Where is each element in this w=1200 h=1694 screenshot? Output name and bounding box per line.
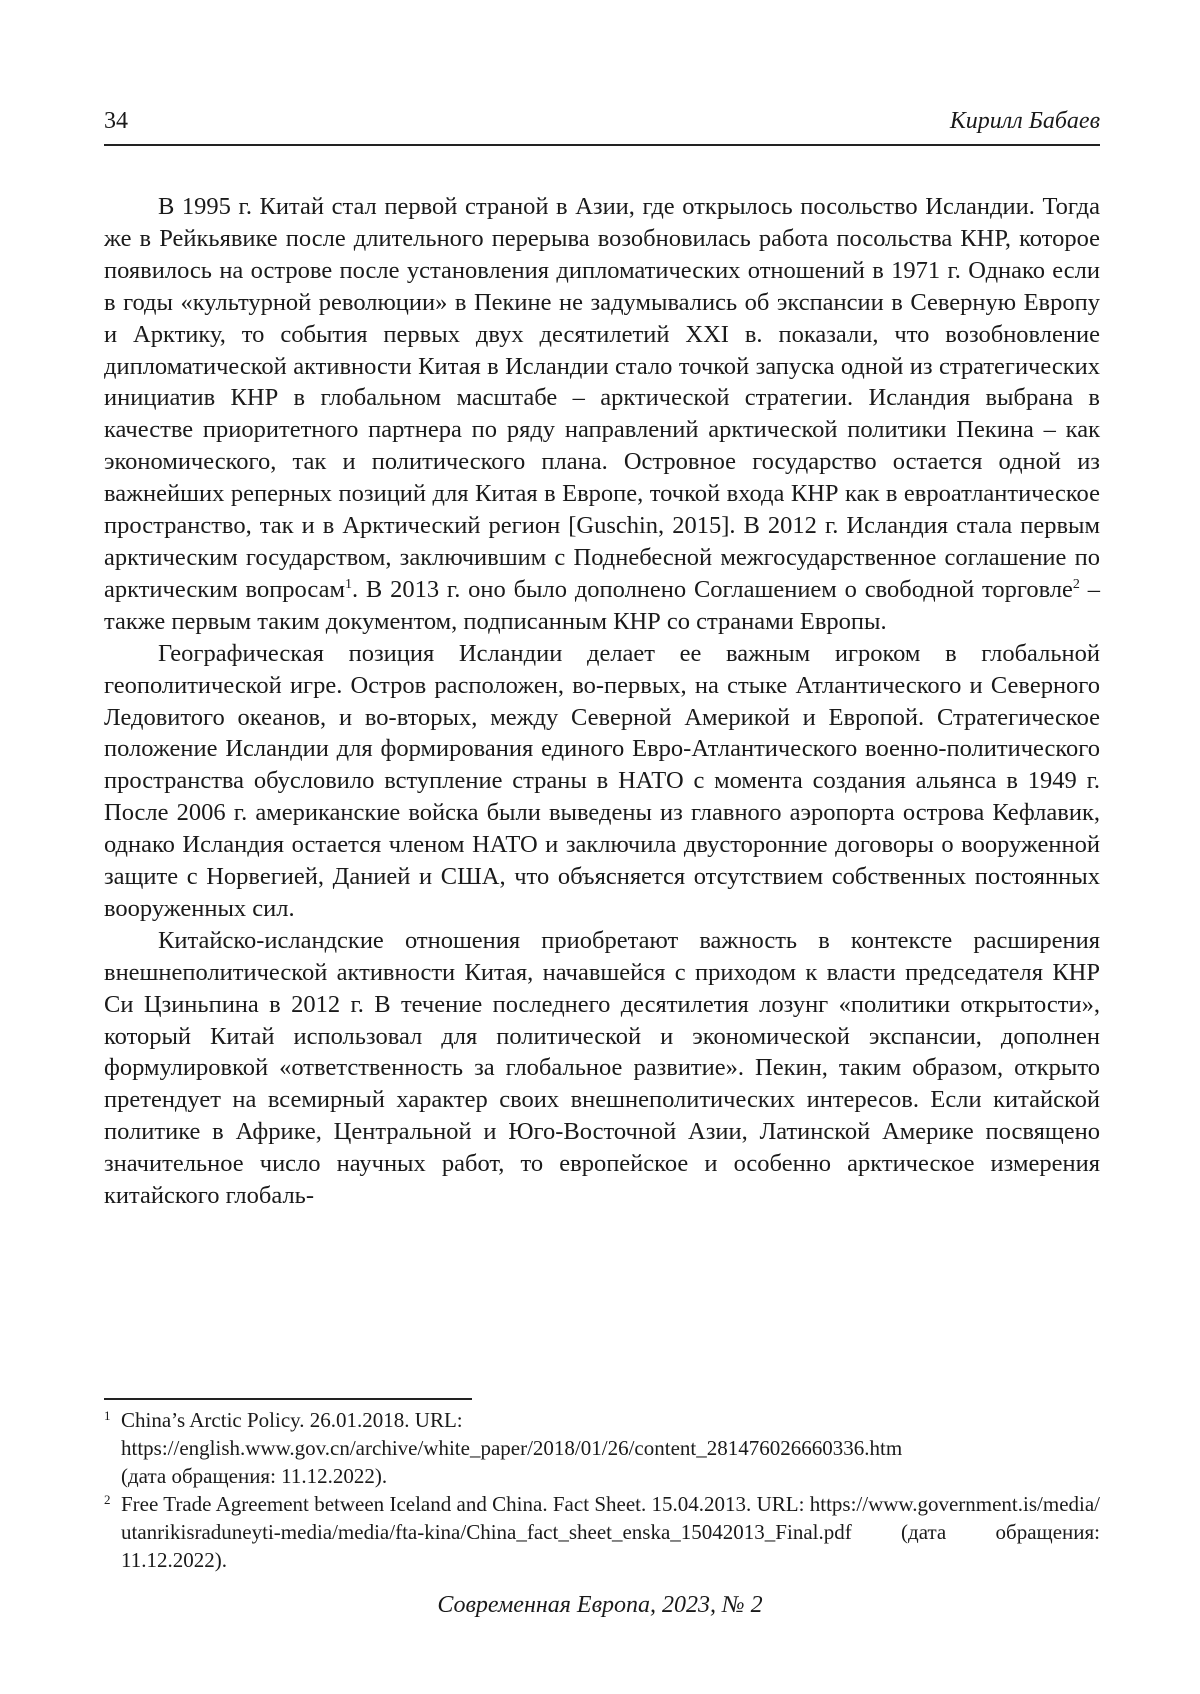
footnote-separator xyxy=(104,1398,472,1400)
paragraph-2: Географическая позиция Исландии делает ее важным игроком в глобальной геополитической игре. Остров расположен, во-первых, на стыке Атлантического и Северного Ледовитого океанов, и во-вторых, между Северной Америкой и Европой. Стратегическое положение Исландии для формирования единого Евро-Атлантического военно-политического пространства обусловило вступление страны в НАТО с момента создания альянса в 1949 г. После 2006 г. американские войска были выведены из главного аэропорта острова Кефлавик, однако Исландия остается членом НАТО и заключила двусторонние договоры о вооруженной защите с Норвегией, Данией и США, что объясняется отсутствием собственных постоянных вооруженных сил. xyxy=(104,639,1100,922)
footnote-1: 1 China’s Arctic Policy. 26.01.2018. URL: https://english.www.gov.cn/archive/white_paper/2018/01/26/content_281476026660336.htm (дата обращения: 11.12.2022). xyxy=(104,1408,903,1488)
footnote-2: 2 Free Trade Agreement between Iceland and China. Fact Sheet. 15.04.2013. URL: https://www.government.is/media/utanrikisraduneyti-media/media/fta-kina/China_fact_sheet_enska_15042013_Final.pdf (дата обращения: 11.12.2022). xyxy=(104,1492,1101,1572)
page-number: 34 xyxy=(104,108,128,134)
footnote-1-url[interactable]: https://english.www.gov.cn/archive/white_paper/2018/01/26/content_281476026660336.htm xyxy=(121,1436,903,1460)
footnote-ref-1[interactable]: 1 xyxy=(344,576,352,592)
footnotes xyxy=(104,1406,1100,1574)
page-header xyxy=(104,104,1100,146)
paragraph-1-text-a: В 1995 г. Китай стал первой страной в Азии, где открылось посольство Исландии. Тогда же в Рейкьявике после длительного перерыва возобновилась работа посольства КНР, которое появилось на острове после установления дипломатических отношений в 1971 г. Однако если в годы «культурной революции» в Пекине не задумывались об экспансии в Северную Европу и Арктику, то события первых двух десятилетий XXI в. показали, что возобновление дипломатической активности Китая в Исландии стало точкой запуска одной из стратегических инициатив КНР в глобальном масштабе – арктической стратегии. Исландия выбрана в качестве приоритетного партнера по ряду направлений арктической политики Пекина – как экономического, так и политического плана. Островное государство остается одной из важнейших реперных позиций для Китая в Европе, точкой входа КНР как в евроатлантическое пространство, так и в Арктический регион [Guschin, 2015]. В 2012 г. Исландия стала первым арктическим государством, заключившим с Поднебесной межгосударственное соглашение по арктическим вопросам xyxy=(104,193,1100,603)
running-head-author: Кирилл Бабаев xyxy=(949,108,1100,134)
footnote-2-text: Free Trade Agreement between Iceland and China. Fact Sheet. 15.04.2013. URL: xyxy=(121,1492,805,1516)
footnote-1-text: China’s Arctic Policy. 26.01.2018. URL: xyxy=(121,1408,463,1432)
paragraph-1-text-b: . В 2013 г. оно было дополнено Соглашением о свободной торговле xyxy=(351,575,1073,603)
page-footer-journal: Современная Европа, 2023, № 2 xyxy=(437,1592,763,1618)
main-text xyxy=(104,191,1100,1212)
paragraph-1-text-c: – также первым таким документом, подписанным КНР со странами Европы. xyxy=(104,575,1100,635)
footnote-ref-2[interactable]: 2 xyxy=(1072,576,1080,592)
paragraph-3: Китайско-исландские отношения приобретают важность в контексте расширения внешнеполитической активности Китая, начавшейся с приходом к власти председателя КНР Си Цзиньпина в 2012 г. В течение последнего десятилетия лозунг «политики открытости», который Китай использовал для политической и экономической экспансии, дополнен формулировкой «ответственность за глобальное развитие». Пекин, таким образом, открыто претендует на всемирный характер своих внешнеполитических интересов. Если китайской политике в Африке, Центральной и Юго-Восточной Азии, Латинской Америке посвящено значительное число научных работ, то европейское и особенно арктическое измерения китайского глобаль- xyxy=(104,926,1100,1210)
footnote-2-accessed: (дата обращения: 11.12.2022). xyxy=(121,1520,1100,1572)
footnote-2-url[interactable]: https://www.government.is/media/utanrikisraduneyti-media/media/fta-kina/China_fact_sheet_enska_15042013_Final.pdf xyxy=(121,1492,1101,1544)
paragraph-1 xyxy=(104,191,1100,638)
footnote-1-accessed: (дата обращения: 11.12.2022). xyxy=(121,1464,388,1488)
